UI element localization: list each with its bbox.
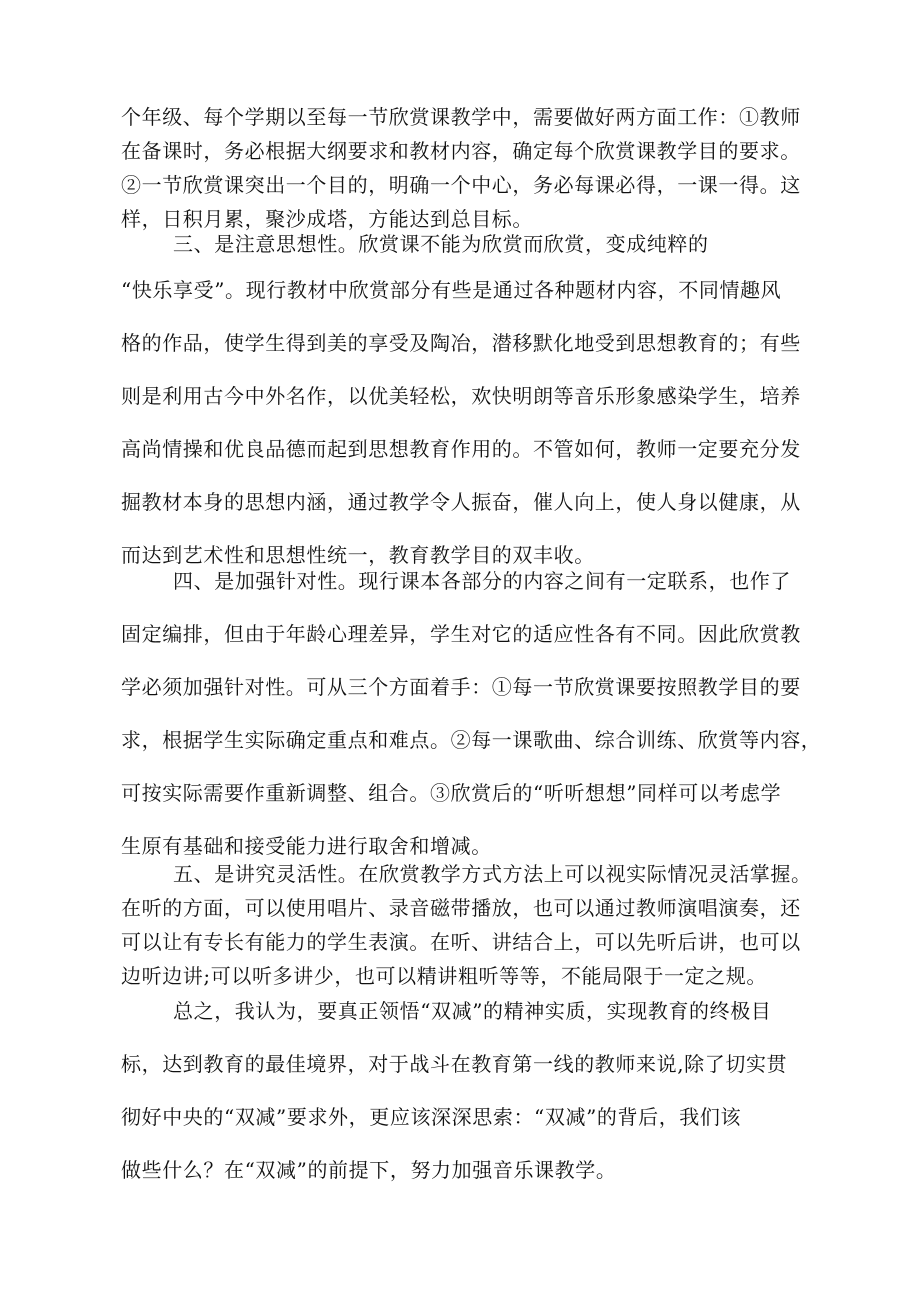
text-line: 格的作品，使学生得到美的享受及陶冶，潜移默化地受到思想教育的；有些 [121,331,801,355]
text-line: 生原有基础和接受能力进行取舍和增减。 [121,834,492,858]
text-line: 固定编排，但由于年龄心理差异，学生对它的适应性各有不同。因此欣赏教 [121,622,801,646]
text-line: 求，根据学生实际确定重点和难点。②每一课歌曲、综合训练、欣赏等内容， [121,728,822,752]
text-line: 可以让有专长有能力的学生表演。在听、讲结合上，可以先听后讲，也可以 [121,930,801,954]
text-line: “快乐享受”。现行教材中欣赏部分有些是通过各种题材内容，不同情趣风 [121,278,782,302]
text-line: 总之，我认为，要真正领悟“双减”的精神实质，实现教育的终极目 [173,999,772,1023]
text-line: 个年级、每个学期以至每一节欣赏课教学中，需要做好两方面工作：①教师 [121,105,801,129]
paragraph-4 [121,555,822,873]
text-line: 样，日积月累，聚沙成塔，方能达到总目标。 [121,207,533,231]
text-line: ②一节欣赏课突出一个目的，明确一个中心，务必每课必得，一课一得。这 [121,173,801,197]
text-line: 掘教材本身的思想内涵，通过教学令人振奋，催人向上，使人身以健康，从 [121,490,801,514]
text-line: 则是利用古今中外名作，以优美轻松，欢快明朗等音乐形象感染学生，培养 [121,384,801,408]
paragraph-2 [121,227,801,261]
text-line: 三、是注意思想性。欣赏课不能为欣赏而欣赏，变成纯粹的 [173,232,709,256]
text-line: 可按实际需要作重新调整、组合。③欣赏后的“听听想想”同样可以考虑学 [121,781,782,805]
text-line: 学必须加强针对性。可从三个方面着手：①每一节欣赏课要按照教学目的要 [121,675,801,699]
text-line: 彻好中央的“双减”要求外，更应该深深思索：“双减”的背后，我们该 [121,1105,742,1129]
text-line: 标，达到教育的最佳境界，对于战斗在教育第一线的教师来说,除了切实贯 [121,1052,788,1076]
text-line: 在备课时，务必根据大纲要求和教材内容，确定每个欣赏课教学目的要求。 [121,139,801,163]
paragraph-3 [121,264,801,582]
text-line: 在听的方面，可以使用唱片、录音磁带播放，也可以通过教师演唱演奏，还 [121,896,801,920]
text-line: 四、是加强针对性。现行课本各部分的内容之间有一定联系，也作了 [173,569,791,593]
text-line: 边听边讲;可以听多讲少，也可以精讲粗听等等，不能局限于一定之规。 [121,964,767,988]
paragraph-6 [121,985,801,1197]
text-line: 五、是讲究灵活性。在欣赏教学方式方法上可以视实际情况灵活掌握。 [173,862,812,886]
paragraph-5 [121,857,812,993]
paragraph-1 [121,100,801,236]
text-line: 做些什么？在“双减”的前提下，努力加强音乐课教学。 [121,1158,617,1182]
text-line: 而达到艺术性和思想性统一，教育教学目的双丰收。 [121,543,595,567]
text-line: 高尚情操和优良品德而起到思想教育作用的。不管如何，教师一定要充分发 [121,437,801,461]
